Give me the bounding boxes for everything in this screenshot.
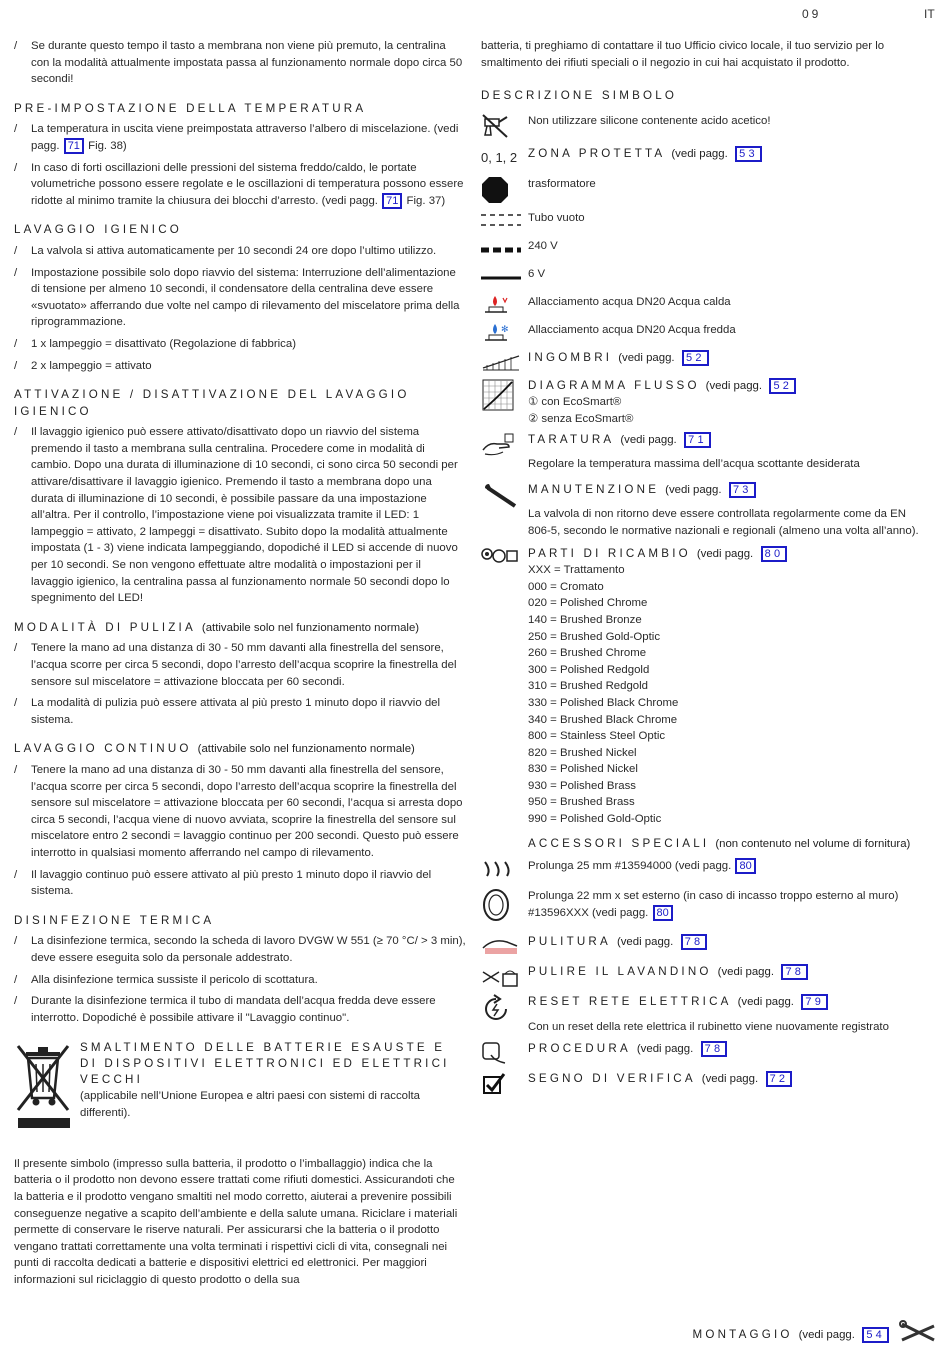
section-title-lavaggio: LAVAGGIO IGIENICO: [14, 223, 182, 237]
symbol-row-silicone: [481, 113, 921, 140]
page-ref-link[interactable]: 80: [653, 905, 673, 921]
checkmark-icon: [481, 1071, 528, 1097]
symbol-row-diagramma: [481, 378, 921, 426]
symbol-row-accessori: [481, 836, 921, 853]
page-ref-link[interactable]: 79: [801, 994, 828, 1010]
list-item: / Tenere la mano ad una distanza di 30 - 50 mm davanti alla finestrella del sensore, l’acqua scorre per circa 5 secondi, dopo l’arresto dell’acqua scoprire la finestrella del sensore sul miscelatore = attivazione bloccata per 60 secondi.: [14, 640, 466, 690]
diagramma-title: DIAGRAMMA FLUSSO (vedi pagg. 52: [528, 378, 921, 395]
weee-note: (applicabile nell’Unione Europea e altri paesi con sistemi di raccolta differenti).: [80, 1090, 421, 1119]
section-title-disinfezione: DISINFEZIONE TERMICA: [14, 913, 215, 927]
finish-code: 950 = Brushed Brass: [528, 796, 635, 809]
section-title-continuo: LAVAGGIO CONTINUO (attivabile solo nel funzionamento normale): [14, 742, 415, 756]
symbol-row-calda: [481, 294, 921, 316]
page-ref-link[interactable]: 71: [684, 432, 711, 448]
pulitura-title: PULITURA (vedi pagg. 78: [528, 934, 921, 951]
intro-item: / Se durante questo tempo il tasto a membrana non viene più premuto, la centralina con la modalità attualmente impostata passa al funzionamento normale dopo circa 50 secondi!: [14, 38, 466, 88]
manutenzione-title: MANUTENZIONE (vedi pagg. 73: [528, 482, 921, 499]
list-item: / La temperatura in uscita viene preimpostata attraverso l’albero di miscelazione. (vedi pagg. 71 Fig. 38): [14, 121, 466, 154]
continued-text: batteria, ti preghiamo di contattare il tuo Ufficio civico locale, il tuo servizio per lo smaltimento dei rifiuti speciali o il negozio in cui hai acquistato il prodotto.: [481, 40, 885, 69]
reset-icon: [481, 994, 528, 1024]
symbol-row-lavandino: [481, 964, 921, 988]
manutenzione-body: La valvola di non ritorno deve essere controllata regolarmente come da EN 806-5, secondo le normative nazionali e regionali (almeno una volta all’anno).: [528, 508, 919, 537]
symbol-row-procedura: [481, 1041, 921, 1065]
finish-code: 800 = Stainless Steel Optic: [528, 730, 666, 743]
symbol-row-6v: [481, 266, 921, 288]
page-ref-link[interactable]: 53: [735, 146, 762, 162]
symbol-text: Non utilizzare silicone contenente acido acetico!: [528, 114, 771, 127]
dashed-line-icon: [481, 210, 528, 230]
solid-line-icon: [481, 266, 528, 286]
list-item: / La modalità di pulizia può essere attivata al più presto 1 minuto dopo il riavvio del sistema.: [14, 695, 466, 728]
finish-code: 330 = Polished Black Chrome: [528, 696, 679, 709]
finish-code: 300 = Polished Redgold: [528, 663, 650, 676]
symbol-row-manutenzione: [481, 482, 921, 540]
list-item: / Tenere la mano ad una distanza di 30 - 50 mm davanti alla finestrella del sensore, l’acqua scorre per circa 5 secondi, dopo l’arresto dell’acqua scoprire la finestrella del sensore sul miscelatore = attivazione bloccata per 60 secondi, l’acqua si arresta dopo circa 5 secondi, l’acqua viene di nuovo avviata, scoprire la finestrella del sensore sul miscelatore entro 2 secondi = lavaggio continuo per 200 secondi. Questo può essere interrotto in qualsiasi momento afferrando nel campo di rilevamento.: [14, 762, 466, 862]
weee-block: [14, 1040, 466, 1138]
transformer-icon: [481, 176, 528, 204]
right-column: [481, 38, 921, 1101]
page-ref-link[interactable]: 78: [781, 964, 808, 980]
montaggio-title: MONTAGGIO (vedi pagg. 54: [693, 1327, 891, 1344]
hot-water-icon: [481, 294, 528, 318]
dimensions-icon: [481, 350, 528, 372]
page-ref-link[interactable]: 80: [761, 546, 788, 562]
list-item: / Il lavaggio igienico può essere attivato/disattivato dopo un riavvio del sistema premendo il tasto a membrana sulla centralina. Procedere come in modalità di cambio. Dopo una durata di illuminazione di 10 secondi, ci sono circa 50 secondi per attivare/disattivare il lavaggio igienico. Premendo il tasto a membrana dopo una durata di illuminazione di 10 secondi, è possibile passare da una impostazione all’altra. Per il controllo, l’impostazione viene poi visualizzata tramite il LED: 1 lampeggio = attivato, 2 lampeggi = disattivato. Subito dopo la modalità attualmente impostata (1 - 3) viene indicata lampeggiando, dopodiché il LED si accende di nuovo per 10 secondi. Se non vengono effettuate altre modalità o impostazioni per il lavaggio igienico, la centralina passa al funzionamento normale 50 secondi dopo lo spegnimento del LED!: [14, 424, 466, 607]
section-title-pre-temp: PRE-IMPOSTAZIONE DELLA TEMPERATURA: [14, 101, 367, 115]
symbol-row-ingombri: [481, 350, 921, 372]
flow-diagram-icon: [481, 378, 528, 412]
list-item: / 1 x lampeggio = disattivato (Regolazione di fabbrica): [14, 336, 466, 353]
symbol-text: 240 V: [528, 239, 558, 252]
page-ref-link[interactable]: 71: [382, 193, 402, 209]
language-label: IT: [924, 7, 935, 21]
tools-icon: [898, 1320, 938, 1350]
finish-code: 260 = Brushed Chrome: [528, 647, 647, 660]
finish-code-list: [528, 562, 921, 828]
section-title-pulizia: MODALITÀ DI PULIZIA (attivabile solo nel funzionamento normale): [14, 620, 420, 634]
page-ref-link[interactable]: 78: [681, 934, 708, 950]
lavandino-title: PULIRE IL LAVANDINO (vedi pagg. 78: [528, 964, 921, 981]
page-ref-link[interactable]: 80: [735, 858, 755, 874]
reset-title: RESET RETE ELETTRICA (vedi pagg. 79: [528, 994, 921, 1011]
finish-code: 830 = Polished Nickel: [528, 763, 638, 776]
wrench-icon: [481, 482, 528, 510]
hand-adjust-icon: [481, 432, 528, 460]
symbol-text: Allacciamento acqua DN20 Acqua calda: [528, 295, 731, 308]
verifica-title: SEGNO DI VERIFICA (vedi pagg. 72: [528, 1071, 921, 1088]
symbol-row-reset: [481, 994, 921, 1035]
zone-label: 0, 1, 2: [481, 149, 518, 165]
list-item: / 2 x lampeggio = attivato: [14, 358, 466, 375]
finish-code: 000 = Cromato: [528, 580, 604, 593]
finish-code: 820 = Brushed Nickel: [528, 746, 637, 759]
list-item: / In caso di forti oscillazioni delle pressioni del sistema freddo/caldo, le portate volumetriche possono essere regolate e le oscillazioni di temperatura possono essere ridotte al minimo tramite la chiusura dei blocchi d’arresto. (vedi pagg. 71 Fig. 37): [14, 160, 466, 210]
zona-title: ZONA PROTETTA (vedi pagg. 53: [528, 146, 921, 163]
symbol-row-ricambio: [481, 546, 921, 828]
finish-code: 990 = Polished Gold-Optic: [528, 813, 662, 826]
no-silicone-icon: [481, 113, 528, 139]
diagram-item: ② senza EcoSmart®: [528, 412, 634, 425]
weee-bin-icon: [14, 1040, 80, 1138]
symbol-row-verifica: [481, 1071, 921, 1095]
symbol-row-zona: [481, 146, 921, 170]
taratura-body: Regolare la temperatura massima dell’acqua scottante desiderata: [528, 458, 860, 471]
page-ref-link[interactable]: 78: [701, 1041, 728, 1057]
list-item: / Impostazione possibile solo dopo riavvio del sistema: Interruzione dell’alimentazione di tensione per almeno 10 secondi, il condensatore della centralina deve essere «svuotato» afferrando due volte nel campo di rilevamento del miscelatore prima della riprogrammazione.: [14, 265, 466, 331]
finish-code: 310 = Brushed Redgold: [528, 680, 649, 693]
page-ref-link[interactable]: 52: [682, 350, 709, 366]
weee-title: SMALTIMENTO DELLE BATTERIE ESAUSTE E DI DISPOSITIVI ELETTRONICI ED ELETTRICI VECCHI: [80, 1041, 450, 1087]
spare-parts-icon: [481, 546, 528, 568]
ring-icon: [481, 888, 528, 922]
diagram-item: ① con EcoSmart®: [528, 396, 622, 409]
accessory-row: [481, 858, 921, 882]
symbol-row-fredda: [481, 322, 921, 344]
sink-cleaning-icon: [481, 964, 528, 988]
section-title-descrizione: DESCRIZIONE SIMBOLO: [481, 89, 678, 103]
svg-text:✻: ✻: [501, 324, 509, 335]
finish-code: 020 = Polished Chrome: [528, 597, 648, 610]
symbol-row-tubo: [481, 210, 921, 232]
symbol-text: Tubo vuoto: [528, 211, 585, 224]
list-item: / La valvola si attiva automaticamente per 10 secondi 24 ore dopo l’ultimo utilizzo.: [14, 243, 466, 260]
symbol-row-pulitura: [481, 934, 921, 958]
list-item: / La disinfezione termica, secondo la scheda di lavoro DVGW W 551 (≥ 70 °C/ > 3 min), deve essere eseguita solo da personale addestrato.: [14, 933, 466, 966]
cold-water-icon: [481, 322, 528, 346]
finish-code: 250 = Brushed Gold-Optic: [528, 630, 661, 643]
accessory-text: Prolunga 25 mm #13594000 (vedi pagg. 80: [528, 858, 921, 875]
accessori-title: ACCESSORI SPECIALI (non contenuto nel volume di fornitura): [528, 836, 911, 850]
finish-code: 140 = Brushed Bronze: [528, 613, 642, 626]
taratura-title: TARATURA (vedi pagg. 71: [528, 432, 921, 449]
page-number: 09: [802, 7, 822, 21]
symbol-text: trasformatore: [528, 177, 596, 190]
list-item: / Il lavaggio continuo può essere attivato al più presto 1 minuto dopo il riavvio del sistema.: [14, 867, 466, 900]
cleaning-hand-icon: [481, 934, 528, 956]
extension-icon: [481, 858, 528, 880]
procedura-title: PROCEDURA (vedi pagg. 78: [528, 1041, 921, 1058]
ingombri-title: INGOMBRI (vedi pagg. 52: [528, 350, 921, 367]
page-ref-link[interactable]: 52: [769, 378, 796, 394]
procedure-icon: [481, 1041, 528, 1067]
page-ref-link[interactable]: 54: [862, 1327, 889, 1343]
page-ref-link[interactable]: 73: [729, 482, 756, 498]
symbol-text: Allacciamento acqua DN20 Acqua fredda: [528, 323, 736, 336]
finish-code: 340 = Brushed Black Chrome: [528, 713, 678, 726]
footer-montaggio: [693, 1320, 939, 1350]
weee-body: Il presente simbolo (impresso sulla batteria, il prodotto o l’imballaggio) indica che la batteria o il prodotto non devono essere trattati come rifiuti domestici. Assicurandoti che la batteria e il prodotto vengano smaltiti nel modo corretto, aiuterai a prevenire possibili conseguenze negative a scapito dell’ambiente e della salute umana. Riciclare i materiali permette di conservare le riserve naturali. Per assicurarsi che la batteria o il prodotto vengano trattati correttamente una volta terminati i rispettivi cicli di vita, consegnali nei punti di raccolta dedicati a batterie e dispositivi elettrici ed elettronici. Per maggiori informazioni sul riciclaggio di questo prodotto o della sua: [14, 1157, 458, 1287]
list-item: / Durante la disinfezione termica il tubo di mandata dell’acqua fredda deve essere interrotto. Dopodiché è possibile attivare il "Lavaggio continuo".: [14, 993, 466, 1026]
finish-code: XXX = Trattamento: [528, 564, 625, 577]
symbol-row-240v: [481, 238, 921, 260]
ricambio-title: PARTI DI RICAMBIO (vedi pagg. 80: [528, 546, 921, 563]
symbol-row-trasformatore: [481, 176, 921, 204]
accessory-text: Prolunga 22 mm x set esterno (in caso di incasso troppo esterno al muro) #13596XXX (vedi pagg. 80: [528, 890, 899, 919]
left-column: [14, 38, 466, 1293]
page-ref-link[interactable]: 72: [766, 1071, 793, 1087]
symbol-text: 6 V: [528, 267, 546, 280]
page-ref-link[interactable]: 71: [64, 138, 84, 154]
section-title-attivazione: ATTIVAZIONE / DISATTIVAZIONE DEL LAVAGGIO IGIENICO: [14, 388, 410, 418]
reset-body: Con un reset della rete elettrica il rubinetto viene nuovamente registrato: [528, 1020, 889, 1033]
symbol-row-taratura: [481, 432, 921, 476]
accessory-row: [481, 888, 921, 928]
list-item: / Alla disinfezione termica sussiste il pericolo di scottatura.: [14, 972, 466, 989]
finish-code: 930 = Polished Brass: [528, 779, 636, 792]
thick-dashed-line-icon: [481, 238, 528, 258]
